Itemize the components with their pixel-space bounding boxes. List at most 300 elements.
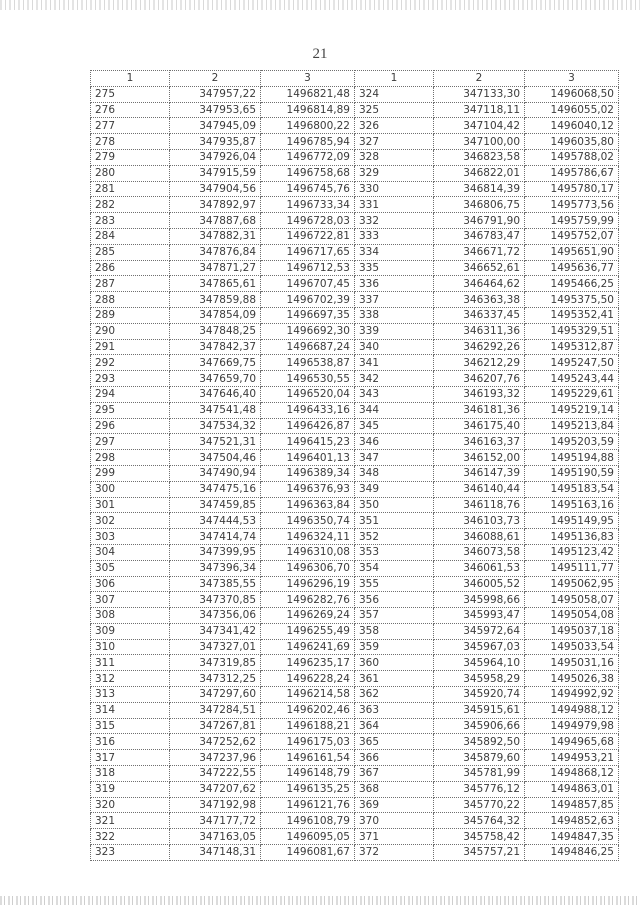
table-cell: 345998,66 bbox=[434, 592, 525, 608]
table-cell: 283 bbox=[91, 213, 170, 229]
table-cell: 1496121,76 bbox=[261, 797, 355, 813]
table-cell: 1494992,92 bbox=[525, 687, 619, 703]
table-cell: 347252,62 bbox=[170, 734, 261, 750]
table-row bbox=[91, 118, 619, 134]
table-cell: 346193,32 bbox=[434, 386, 525, 402]
table-cell: 346147,39 bbox=[434, 465, 525, 481]
table-cell: 1495031,16 bbox=[525, 655, 619, 671]
table-cell: 347192,98 bbox=[170, 797, 261, 813]
table-cell: 347319,85 bbox=[170, 655, 261, 671]
table-cell: 1496800,22 bbox=[261, 118, 355, 134]
table-cell: 278 bbox=[91, 134, 170, 150]
table-cell: 279 bbox=[91, 149, 170, 165]
table-cell: 303 bbox=[91, 529, 170, 545]
table-cell: 289 bbox=[91, 307, 170, 323]
table-cell: 321 bbox=[91, 813, 170, 829]
table-row bbox=[91, 481, 619, 497]
table-cell: 346207,76 bbox=[434, 371, 525, 387]
table-cell: 340 bbox=[355, 339, 434, 355]
table-cell: 346783,47 bbox=[434, 228, 525, 244]
table-cell: 347341,42 bbox=[170, 623, 261, 639]
table-row bbox=[91, 623, 619, 639]
table-cell: 345915,61 bbox=[434, 702, 525, 718]
table-row bbox=[91, 513, 619, 529]
table-cell: 1496350,74 bbox=[261, 513, 355, 529]
table-cell: 1495375,50 bbox=[525, 292, 619, 308]
header-cell: 2 bbox=[434, 71, 525, 87]
table-cell: 347490,94 bbox=[170, 465, 261, 481]
table-cell: 347534,32 bbox=[170, 418, 261, 434]
table-cell: 346292,26 bbox=[434, 339, 525, 355]
table-cell: 347876,84 bbox=[170, 244, 261, 260]
table-cell: 288 bbox=[91, 292, 170, 308]
table-cell: 346671,72 bbox=[434, 244, 525, 260]
table-cell: 363 bbox=[355, 702, 434, 718]
table-cell: 347887,68 bbox=[170, 213, 261, 229]
table-cell: 281 bbox=[91, 181, 170, 197]
table-cell: 347953,65 bbox=[170, 102, 261, 118]
table-cell: 347237,96 bbox=[170, 750, 261, 766]
table-cell: 291 bbox=[91, 339, 170, 355]
table-row bbox=[91, 797, 619, 813]
table-row bbox=[91, 750, 619, 766]
table-cell: 345758,42 bbox=[434, 829, 525, 845]
table-cell: 1496161,54 bbox=[261, 750, 355, 766]
table-cell: 347100,00 bbox=[434, 134, 525, 150]
table-cell: 1496135,25 bbox=[261, 781, 355, 797]
table-cell: 1496530,55 bbox=[261, 371, 355, 387]
table-cell: 346181,36 bbox=[434, 402, 525, 418]
table-cell: 368 bbox=[355, 781, 434, 797]
table-cell: 1495352,41 bbox=[525, 307, 619, 323]
table-cell: 1495190,59 bbox=[525, 465, 619, 481]
table-row bbox=[91, 307, 619, 323]
coordinates-table bbox=[90, 70, 619, 861]
table-cell: 312 bbox=[91, 671, 170, 687]
table-cell: 1495062,95 bbox=[525, 576, 619, 592]
table-cell: 1496415,23 bbox=[261, 434, 355, 450]
table-cell: 347284,51 bbox=[170, 702, 261, 718]
table-cell: 1496095,05 bbox=[261, 829, 355, 845]
table-cell: 1496108,79 bbox=[261, 813, 355, 829]
table-cell: 370 bbox=[355, 813, 434, 829]
table-cell: 1495149,95 bbox=[525, 513, 619, 529]
table-cell: 345958,29 bbox=[434, 671, 525, 687]
table-cell: 345879,60 bbox=[434, 750, 525, 766]
table-cell: 1496785,94 bbox=[261, 134, 355, 150]
table-cell: 345967,03 bbox=[434, 639, 525, 655]
table-row bbox=[91, 702, 619, 718]
table-cell: 1494965,68 bbox=[525, 734, 619, 750]
table-cell: 325 bbox=[355, 102, 434, 118]
table-cell: 346118,76 bbox=[434, 497, 525, 513]
table-cell: 275 bbox=[91, 86, 170, 102]
table-cell: 1496235,17 bbox=[261, 655, 355, 671]
table-cell: 350 bbox=[355, 497, 434, 513]
table-row bbox=[91, 371, 619, 387]
table-cell: 342 bbox=[355, 371, 434, 387]
table-cell: 286 bbox=[91, 260, 170, 276]
table-cell: 347327,01 bbox=[170, 639, 261, 655]
table-cell: 1496389,34 bbox=[261, 465, 355, 481]
table-row bbox=[91, 197, 619, 213]
table-cell: 346822,01 bbox=[434, 165, 525, 181]
table-cell: 309 bbox=[91, 623, 170, 639]
page-number: 21 bbox=[312, 46, 328, 62]
table-row bbox=[91, 829, 619, 845]
table-cell: 277 bbox=[91, 118, 170, 134]
table-cell: 318 bbox=[91, 766, 170, 782]
table-cell: 280 bbox=[91, 165, 170, 181]
table-cell: 1495111,77 bbox=[525, 560, 619, 576]
table-cell: 1496728,03 bbox=[261, 213, 355, 229]
table-cell: 330 bbox=[355, 181, 434, 197]
table-cell: 1496697,35 bbox=[261, 307, 355, 323]
table-cell: 345906,66 bbox=[434, 718, 525, 734]
table-cell: 1495636,77 bbox=[525, 260, 619, 276]
table-cell: 295 bbox=[91, 402, 170, 418]
table-cell: 311 bbox=[91, 655, 170, 671]
table-cell: 276 bbox=[91, 102, 170, 118]
table-cell: 1495788,02 bbox=[525, 149, 619, 165]
table-cell: 1496758,68 bbox=[261, 165, 355, 181]
table-cell: 329 bbox=[355, 165, 434, 181]
table-cell: 347882,31 bbox=[170, 228, 261, 244]
table-cell: 324 bbox=[355, 86, 434, 102]
table-cell: 369 bbox=[355, 797, 434, 813]
table-cell: 339 bbox=[355, 323, 434, 339]
table-row bbox=[91, 781, 619, 797]
table-cell: 300 bbox=[91, 481, 170, 497]
table-row bbox=[91, 845, 619, 861]
table-cell: 1496040,12 bbox=[525, 118, 619, 134]
table-cell: 345776,12 bbox=[434, 781, 525, 797]
table-cell: 328 bbox=[355, 149, 434, 165]
table-cell: 1496772,09 bbox=[261, 149, 355, 165]
table-cell: 299 bbox=[91, 465, 170, 481]
table-cell: 346337,45 bbox=[434, 307, 525, 323]
table-cell: 346005,52 bbox=[434, 576, 525, 592]
table-cell: 346791,90 bbox=[434, 213, 525, 229]
table-row bbox=[91, 418, 619, 434]
table-cell: 347148,31 bbox=[170, 845, 261, 861]
table-cell: 322 bbox=[91, 829, 170, 845]
table-cell: 347177,72 bbox=[170, 813, 261, 829]
table-cell: 1496722,81 bbox=[261, 228, 355, 244]
table-cell: 346061,53 bbox=[434, 560, 525, 576]
table-cell: 346140,44 bbox=[434, 481, 525, 497]
table-cell: 1495312,87 bbox=[525, 339, 619, 355]
table-row bbox=[91, 102, 619, 118]
table-cell: 1495163,16 bbox=[525, 497, 619, 513]
table-row bbox=[91, 639, 619, 655]
header-cell: 1 bbox=[91, 71, 170, 87]
table-cell: 1496687,24 bbox=[261, 339, 355, 355]
table-cell: 1496401,13 bbox=[261, 450, 355, 466]
table-cell: 1495773,56 bbox=[525, 197, 619, 213]
table-cell: 1494868,12 bbox=[525, 766, 619, 782]
table-cell: 365 bbox=[355, 734, 434, 750]
table-cell: 1496814,89 bbox=[261, 102, 355, 118]
table-cell: 364 bbox=[355, 718, 434, 734]
table-row bbox=[91, 718, 619, 734]
table-cell: 1496202,46 bbox=[261, 702, 355, 718]
table-cell: 349 bbox=[355, 481, 434, 497]
table-cell: 341 bbox=[355, 355, 434, 371]
table-cell: 347669,75 bbox=[170, 355, 261, 371]
table-row bbox=[91, 339, 619, 355]
table-cell: 1494847,35 bbox=[525, 829, 619, 845]
table-cell: 1496241,69 bbox=[261, 639, 355, 655]
table-cell: 1496228,24 bbox=[261, 671, 355, 687]
table-cell: 355 bbox=[355, 576, 434, 592]
table-cell: 1495136,83 bbox=[525, 529, 619, 545]
table-cell: 351 bbox=[355, 513, 434, 529]
table-cell: 346073,58 bbox=[434, 544, 525, 560]
table-cell: 346175,40 bbox=[434, 418, 525, 434]
table-row bbox=[91, 260, 619, 276]
table-cell: 1495054,08 bbox=[525, 608, 619, 624]
table-cell: 323 bbox=[91, 845, 170, 861]
table-row bbox=[91, 450, 619, 466]
table-row bbox=[91, 655, 619, 671]
table-cell: 1496733,34 bbox=[261, 197, 355, 213]
table-cell: 347926,04 bbox=[170, 149, 261, 165]
table-cell: 1495759,99 bbox=[525, 213, 619, 229]
table-cell: 344 bbox=[355, 402, 434, 418]
table-cell: 346311,36 bbox=[434, 323, 525, 339]
table-cell: 359 bbox=[355, 639, 434, 655]
table-cell: 1495786,67 bbox=[525, 165, 619, 181]
table-row bbox=[91, 276, 619, 292]
table-cell: 356 bbox=[355, 592, 434, 608]
table-cell: 1496426,87 bbox=[261, 418, 355, 434]
table-cell: 1496376,93 bbox=[261, 481, 355, 497]
table-cell: 343 bbox=[355, 386, 434, 402]
table-row bbox=[91, 687, 619, 703]
table-cell: 296 bbox=[91, 418, 170, 434]
table-cell: 347904,56 bbox=[170, 181, 261, 197]
table-cell: 345781,99 bbox=[434, 766, 525, 782]
table-cell: 347459,85 bbox=[170, 497, 261, 513]
table-cell: 1494857,85 bbox=[525, 797, 619, 813]
table-cell: 1496068,50 bbox=[525, 86, 619, 102]
table-cell: 1495213,84 bbox=[525, 418, 619, 434]
table-cell: 346163,37 bbox=[434, 434, 525, 450]
table-cell: 1496745,76 bbox=[261, 181, 355, 197]
table-row bbox=[91, 671, 619, 687]
table-cell: 357 bbox=[355, 608, 434, 624]
table-cell: 1496363,84 bbox=[261, 497, 355, 513]
table-cell: 358 bbox=[355, 623, 434, 639]
table-cell: 1494846,25 bbox=[525, 845, 619, 861]
table-cell: 1495033,54 bbox=[525, 639, 619, 655]
table-cell: 362 bbox=[355, 687, 434, 703]
table-cell: 347892,97 bbox=[170, 197, 261, 213]
table-cell: 347118,11 bbox=[434, 102, 525, 118]
table-row bbox=[91, 734, 619, 750]
table-cell: 1496306,70 bbox=[261, 560, 355, 576]
table-header-row bbox=[91, 71, 619, 87]
table-cell: 1494988,12 bbox=[525, 702, 619, 718]
table-cell: 1496175,03 bbox=[261, 734, 355, 750]
table-cell: 353 bbox=[355, 544, 434, 560]
table-cell: 337 bbox=[355, 292, 434, 308]
table-row bbox=[91, 766, 619, 782]
table-row bbox=[91, 497, 619, 513]
table-cell: 346212,29 bbox=[434, 355, 525, 371]
table-cell: 1495466,25 bbox=[525, 276, 619, 292]
table-cell: 304 bbox=[91, 544, 170, 560]
table-cell: 346806,75 bbox=[434, 197, 525, 213]
table-cell: 1496188,21 bbox=[261, 718, 355, 734]
table-row bbox=[91, 213, 619, 229]
table-row bbox=[91, 165, 619, 181]
table-row bbox=[91, 402, 619, 418]
table-cell: 347945,09 bbox=[170, 118, 261, 134]
table-cell: 371 bbox=[355, 829, 434, 845]
table-cell: 336 bbox=[355, 276, 434, 292]
table-cell: 1496702,39 bbox=[261, 292, 355, 308]
table-cell: 1496538,87 bbox=[261, 355, 355, 371]
table-cell: 301 bbox=[91, 497, 170, 513]
table-row bbox=[91, 529, 619, 545]
table-row bbox=[91, 592, 619, 608]
header-cell: 3 bbox=[261, 71, 355, 87]
table-cell: 347504,46 bbox=[170, 450, 261, 466]
table-cell: 1496310,08 bbox=[261, 544, 355, 560]
table-cell: 1496282,76 bbox=[261, 592, 355, 608]
table-cell: 347312,25 bbox=[170, 671, 261, 687]
table-cell: 1495229,61 bbox=[525, 386, 619, 402]
table-cell: 345 bbox=[355, 418, 434, 434]
table-row bbox=[91, 386, 619, 402]
table-cell: 1495752,07 bbox=[525, 228, 619, 244]
table-cell: 347370,85 bbox=[170, 592, 261, 608]
table-row bbox=[91, 813, 619, 829]
table-row bbox=[91, 149, 619, 165]
table-cell: 319 bbox=[91, 781, 170, 797]
table-cell: 1495203,59 bbox=[525, 434, 619, 450]
table-cell: 1496324,11 bbox=[261, 529, 355, 545]
table-cell: 347297,60 bbox=[170, 687, 261, 703]
table-cell: 320 bbox=[91, 797, 170, 813]
table-cell: 1496296,19 bbox=[261, 576, 355, 592]
table-cell: 313 bbox=[91, 687, 170, 703]
table-cell: 347521,31 bbox=[170, 434, 261, 450]
table-cell: 315 bbox=[91, 718, 170, 734]
table-cell: 361 bbox=[355, 671, 434, 687]
table-cell: 346823,58 bbox=[434, 149, 525, 165]
table-cell: 284 bbox=[91, 228, 170, 244]
table-cell: 347414,74 bbox=[170, 529, 261, 545]
table-cell: 297 bbox=[91, 434, 170, 450]
coordinates-table-body bbox=[91, 71, 619, 861]
table-cell: 346 bbox=[355, 434, 434, 450]
table-cell: 1494953,21 bbox=[525, 750, 619, 766]
table-cell: 347 bbox=[355, 450, 434, 466]
table-cell: 1496214,58 bbox=[261, 687, 355, 703]
table-cell: 332 bbox=[355, 213, 434, 229]
table-row bbox=[91, 86, 619, 102]
table-cell: 287 bbox=[91, 276, 170, 292]
table-cell: 1495194,88 bbox=[525, 450, 619, 466]
table-cell: 1495183,54 bbox=[525, 481, 619, 497]
table-cell: 347385,55 bbox=[170, 576, 261, 592]
table-cell: 306 bbox=[91, 576, 170, 592]
table-row bbox=[91, 355, 619, 371]
table-cell: 1495026,38 bbox=[525, 671, 619, 687]
table-cell: 346103,73 bbox=[434, 513, 525, 529]
table-cell: 1495037,18 bbox=[525, 623, 619, 639]
table-cell: 346363,38 bbox=[434, 292, 525, 308]
table-cell: 347646,40 bbox=[170, 386, 261, 402]
table-cell: 1494979,98 bbox=[525, 718, 619, 734]
table-cell: 346652,61 bbox=[434, 260, 525, 276]
table-cell: 347659,70 bbox=[170, 371, 261, 387]
table-cell: 347267,81 bbox=[170, 718, 261, 734]
table-cell: 347222,55 bbox=[170, 766, 261, 782]
table-cell: 1496035,80 bbox=[525, 134, 619, 150]
table-cell: 347842,37 bbox=[170, 339, 261, 355]
table-cell: 347848,25 bbox=[170, 323, 261, 339]
table-cell: 326 bbox=[355, 118, 434, 134]
table-cell: 1496717,65 bbox=[261, 244, 355, 260]
table-cell: 335 bbox=[355, 260, 434, 276]
header-cell: 2 bbox=[170, 71, 261, 87]
table-cell: 366 bbox=[355, 750, 434, 766]
table-cell: 308 bbox=[91, 608, 170, 624]
table-cell: 317 bbox=[91, 750, 170, 766]
table-cell: 347957,22 bbox=[170, 86, 261, 102]
table-cell: 1495247,50 bbox=[525, 355, 619, 371]
table-cell: 1495123,42 bbox=[525, 544, 619, 560]
table-row bbox=[91, 181, 619, 197]
table-cell: 1496692,30 bbox=[261, 323, 355, 339]
table-cell: 347865,61 bbox=[170, 276, 261, 292]
table-cell: 307 bbox=[91, 592, 170, 608]
table-cell: 1496520,04 bbox=[261, 386, 355, 402]
table-cell: 1495780,17 bbox=[525, 181, 619, 197]
scan-noise-bottom bbox=[0, 896, 640, 905]
table-cell: 333 bbox=[355, 228, 434, 244]
table-cell: 347935,87 bbox=[170, 134, 261, 150]
header-cell: 1 bbox=[355, 71, 434, 87]
table-cell: 345972,64 bbox=[434, 623, 525, 639]
table-cell: 372 bbox=[355, 845, 434, 861]
table-cell: 1496433,16 bbox=[261, 402, 355, 418]
table-cell: 345993,47 bbox=[434, 608, 525, 624]
table-cell: 360 bbox=[355, 655, 434, 671]
table-cell: 1494863,01 bbox=[525, 781, 619, 797]
table-cell: 338 bbox=[355, 307, 434, 323]
table-cell: 348 bbox=[355, 465, 434, 481]
table-row bbox=[91, 292, 619, 308]
table-cell: 302 bbox=[91, 513, 170, 529]
table-cell: 1496148,79 bbox=[261, 766, 355, 782]
table-cell: 345764,32 bbox=[434, 813, 525, 829]
table-cell: 367 bbox=[355, 766, 434, 782]
table-cell: 331 bbox=[355, 197, 434, 213]
table-cell: 354 bbox=[355, 560, 434, 576]
table-cell: 347104,42 bbox=[434, 118, 525, 134]
table-row bbox=[91, 608, 619, 624]
table-cell: 347859,88 bbox=[170, 292, 261, 308]
table-cell: 347399,95 bbox=[170, 544, 261, 560]
table-row bbox=[91, 576, 619, 592]
scan-noise-top bbox=[0, 0, 640, 10]
table-cell: 1496255,49 bbox=[261, 623, 355, 639]
